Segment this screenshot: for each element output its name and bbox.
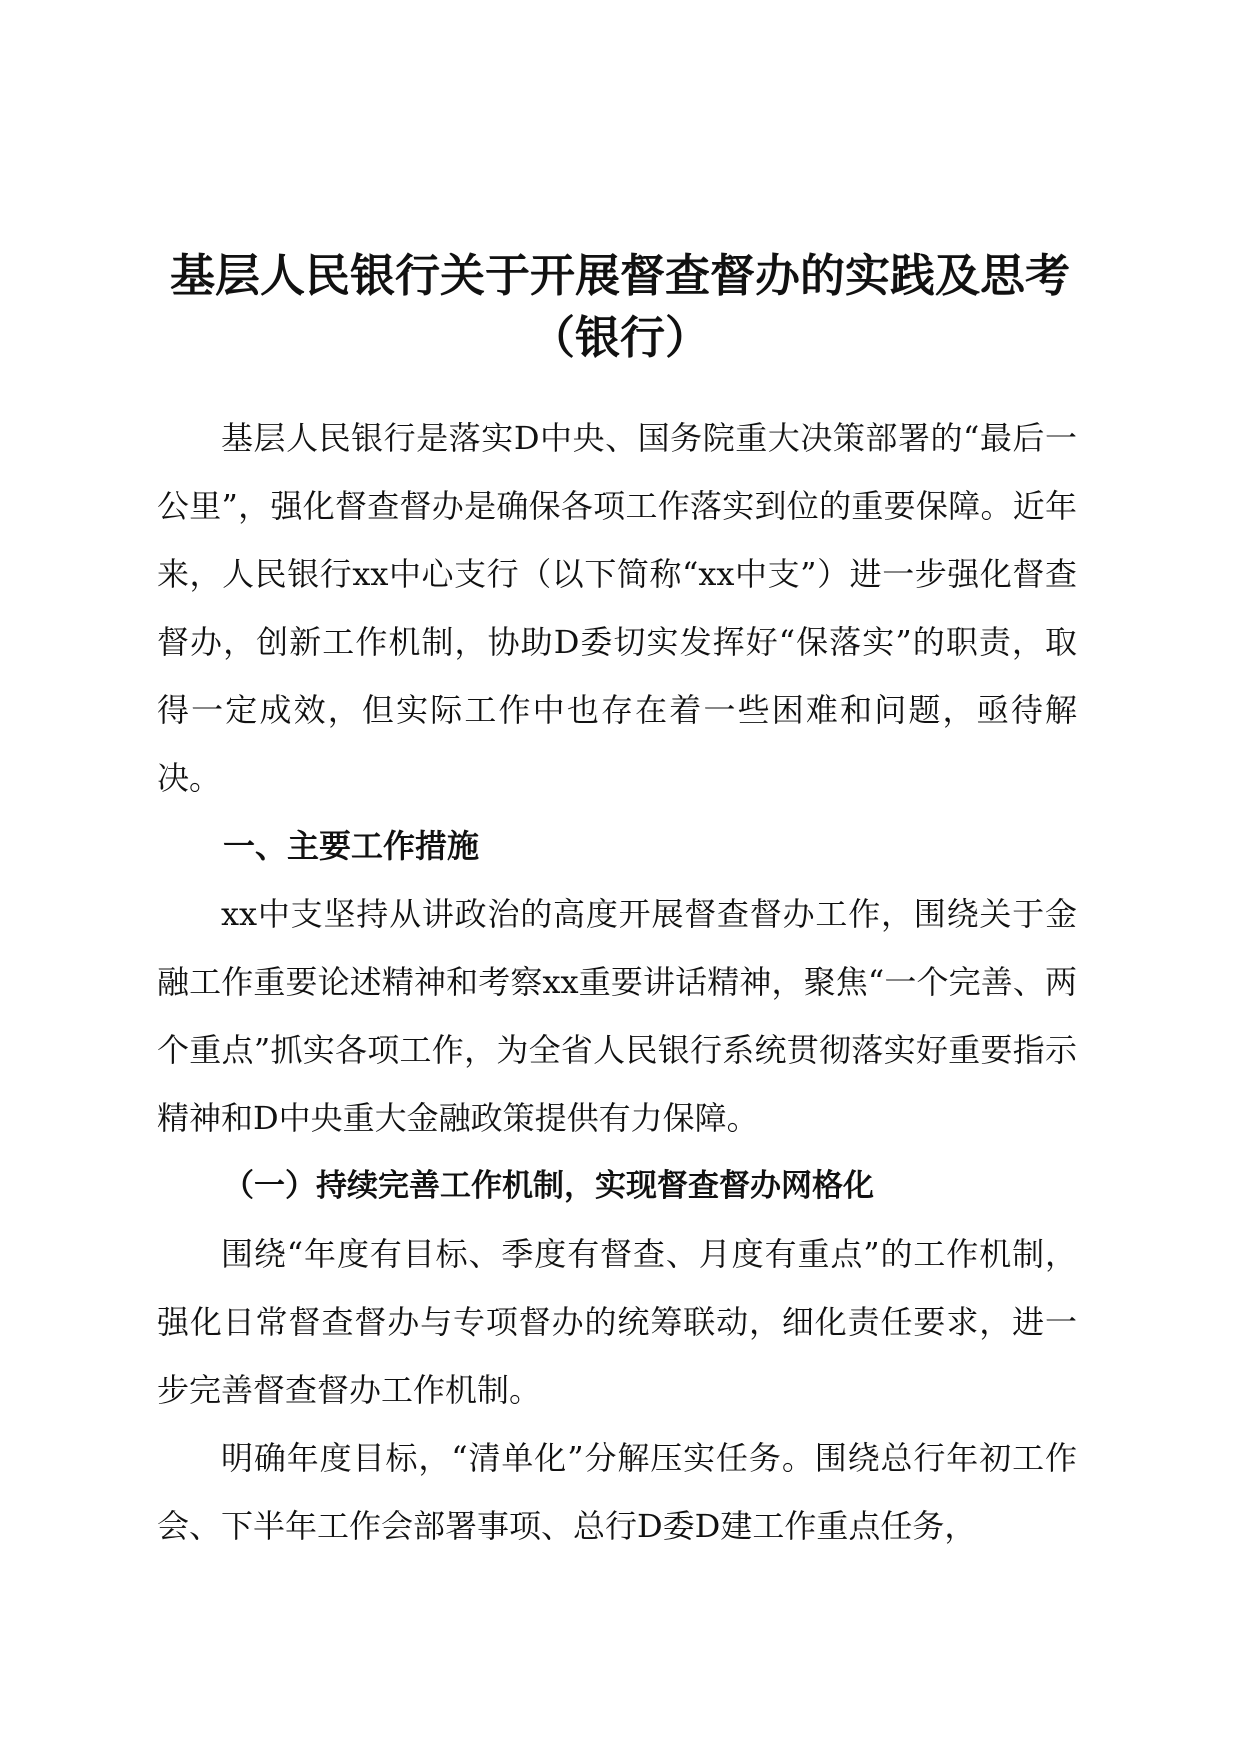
subsection-paragraph: 围绕“年度有目标、季度有督查、月度有重点”的工作机制，强化日常督查督办与专项督办的统筹联动，细化责任要求，进一步完善督查督办工作机制。 bbox=[157, 1235, 1077, 1409]
section-heading-main-measures: 一、主要工作措施 bbox=[223, 827, 480, 865]
document-subtitle: （银行） bbox=[529, 311, 710, 364]
intro-paragraph: 基层人民银行是落实D中央、国务院重大决策部署的“最后一公里”，强化督查督办是确保各项工作落实到位的重要保障。近年来，人民银行xx中心支行（以下简称“xx中支”）进一步强化督查督办，创新工作机制，协助D委切实发挥好“保落实”的职责，取得一定成效，但实际工作中也存在着一些困难和问题，亟待解决。 bbox=[157, 419, 1077, 797]
subsection-paragraph-2: 明确年度目标，“清单化”分解压实任务。围绕总行年初工作会、下半年工作会部署事项、总行D委D建工作重点任务， bbox=[157, 1439, 1077, 1545]
document-title: 基层人民银行关于开展督查督办的实践及思考 bbox=[169, 249, 1070, 302]
document-body bbox=[157, 404, 1077, 1560]
subsection-heading-mechanism: （一）持续完善工作机制，实现督查督办网格化 bbox=[223, 1168, 874, 1204]
section-paragraph: xx中支坚持从讲政治的高度开展督查督办工作，围绕关于金融工作重要论述精神和考察xx重要讲话精神，聚焦“一个完善、两个重点”抓实各项工作，为全省人民银行系统贯彻落实好重要指示精神和D中央重大金融政策提供有力保障。 bbox=[157, 895, 1077, 1137]
